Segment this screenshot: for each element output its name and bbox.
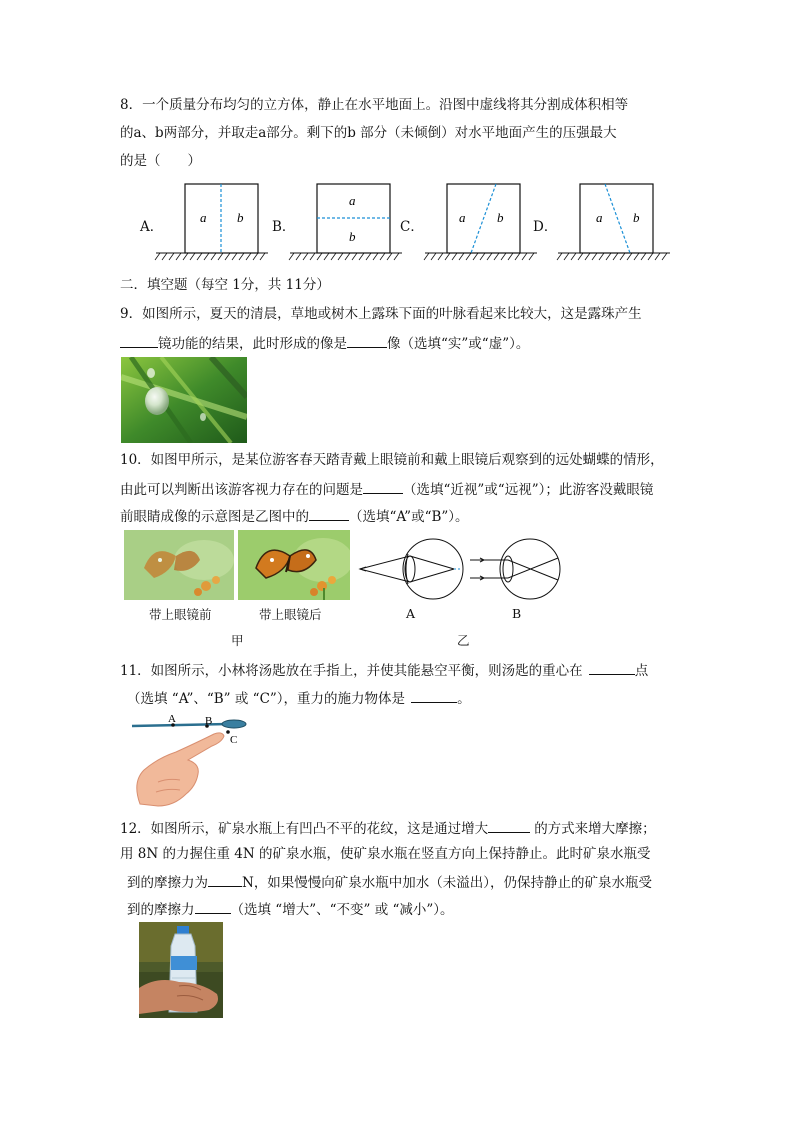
caption-after-glasses: 带上眼镜后 <box>259 607 322 622</box>
part-b-label-d: b <box>633 210 640 225</box>
eye-diagram-b <box>470 539 560 599</box>
q9-blank-2[interactable] <box>347 333 387 348</box>
cube-option-d <box>580 184 653 253</box>
q10-text-line1: 10．如图甲所示，是某位游客春天踏青戴上眼镜前和戴上眼镜后观察到的远处蝴蝶的情形， <box>120 452 664 468</box>
part-b-label-a: b <box>237 210 244 225</box>
q12-text-line4 <box>127 899 454 919</box>
q10-text-line3-a: 前眼睛成像的示意图是乙图中的 <box>120 509 309 525</box>
q8-option-c-label: C． <box>400 219 424 235</box>
q11-text-line2 <box>127 688 471 708</box>
spoon-point-b: B <box>205 715 213 727</box>
q11-blank-1[interactable] <box>589 660 635 675</box>
q8-option-d-label: D． <box>533 219 558 235</box>
q12-text-line1 <box>120 818 656 838</box>
figure-label-jia: 甲 <box>231 633 244 648</box>
q10-text-line3-b: （选填“A”或“B”）。 <box>349 509 469 525</box>
q11-text-line2-a: （选填 “A”、“B” 或 “C”），重力的施力物体是 <box>127 691 406 707</box>
q12-text-line2: 用 8N 的力握住重 4N 的矿泉水瓶，使矿泉水瓶在竖直方向上保持静止。此时矿泉水瓶受 <box>120 846 651 862</box>
q11-blank-2[interactable] <box>411 688 457 703</box>
part-a-label-a: a <box>200 210 207 225</box>
q8-text-line2: 的a、b两部分，并取走a部分。剩下的b 部分（未倾倒）对水平地面产生的压强最大 <box>120 125 617 141</box>
q12-text-line3-b: N，如果慢慢向矿泉水瓶中加水（未溢出），仍保持静止的矿泉水瓶受 <box>242 875 653 891</box>
butterfly-photo-after <box>238 530 350 600</box>
q11-text-line1-a: 11．如图所示，小林将汤匙放在手指上，并使其能悬空平衡，则汤匙的重心在 <box>120 663 583 679</box>
part-a-label-c: a <box>459 210 466 225</box>
q12-text-line3 <box>127 872 652 892</box>
figure-label-yi: 乙 <box>457 633 470 648</box>
spoon-point-a: A <box>168 713 176 725</box>
q8-option-a-label: A． <box>140 219 164 235</box>
q11-text-line1 <box>120 660 648 680</box>
q10-text-line3 <box>120 506 469 526</box>
q11-text-line2-b: 。 <box>457 691 471 707</box>
spoon-on-finger-photo <box>128 712 256 808</box>
q10-text-line2 <box>120 479 653 499</box>
eye-label-b: B <box>512 606 522 621</box>
butterfly-photo-before <box>124 530 234 600</box>
q9-text-line2 <box>120 333 529 353</box>
q12-text-line4-a: 到的摩擦力 <box>127 902 195 918</box>
q8-text-line3: 的是（ ） <box>120 153 201 169</box>
q12-blank-1[interactable] <box>488 818 530 833</box>
spoon-point-c: C <box>230 734 238 746</box>
eye-diagrams <box>358 536 570 602</box>
q9-blank-1[interactable] <box>120 333 158 348</box>
q12-text-line1-b: 的方式来增大摩擦； <box>534 821 656 837</box>
part-b-label-b: b <box>349 229 356 244</box>
eye-label-a: A <box>406 606 416 621</box>
q10-blank-2[interactable] <box>309 506 349 521</box>
section-title: 二．填空题（每空 1分，共 11分） <box>120 277 330 293</box>
q9-text-line2-c: 像（选填“实”或“虚”）。 <box>387 336 530 352</box>
q8-cube-figures <box>150 178 680 264</box>
eye-diagram-a <box>360 539 463 599</box>
part-a-label-d: a <box>596 210 603 225</box>
q8-option-b-label: B． <box>272 219 296 235</box>
q12-text-line4-b: （选填 “增大”、“不变” 或 “减小”）。 <box>230 902 454 918</box>
q12-blank-2[interactable] <box>208 872 242 887</box>
q11-text-line1-b: 点 <box>634 663 649 679</box>
q12-text-line1-a: 12．如图所示，矿泉水瓶上有凹凸不平的花纹，这是通过增大 <box>120 821 489 837</box>
q9-text-line1: 9．如图所示，夏天的清晨，草地或树木上露珠下面的叶脉看起来比较大，这是露珠产生 <box>120 306 642 322</box>
part-a-label-b: a <box>349 193 356 208</box>
dew-drop-photo <box>121 357 247 443</box>
q9-text-line2-b: 镜功能的结果，此时形成的像是 <box>158 336 347 352</box>
q12-text-line3-a: 到的摩擦力为 <box>127 875 208 891</box>
q10-text-line2-a: 由此可以判断出该游客视力存在的问题是 <box>120 482 363 498</box>
part-b-label-c: b <box>497 210 504 225</box>
q8-text-line1: 8．一个质量分布均匀的立方体，静止在水平地面上。沿图中虚线将其分割成体积相等 <box>120 97 629 113</box>
q12-blank-3[interactable] <box>195 899 231 914</box>
cut-line-c <box>471 184 496 253</box>
q10-blank-1[interactable] <box>363 479 403 494</box>
water-bottle-photo <box>139 922 223 1018</box>
q10-text-line2-b: （选填“近视”或“远视”）；此游客没戴眼镜 <box>403 482 654 498</box>
cut-line-d <box>605 184 630 253</box>
caption-before-glasses: 带上眼镜前 <box>149 607 212 622</box>
